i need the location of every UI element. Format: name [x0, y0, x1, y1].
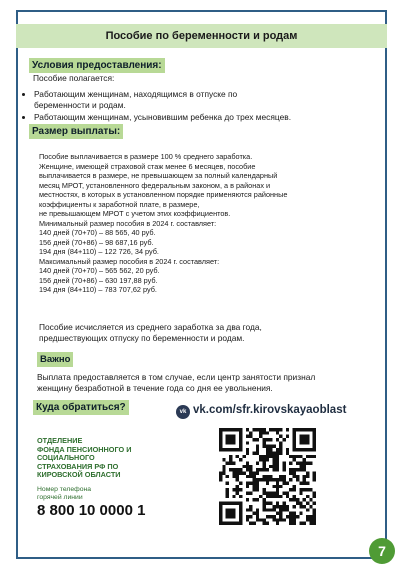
- org-line: ФОНДА ПЕНСИОННОГО И: [37, 444, 132, 454]
- conditions-list: [22, 89, 394, 125]
- phone-label-line: горячей линии: [37, 494, 83, 501]
- hotline-phone[interactable]: 8 800 10 0000 1: [37, 502, 146, 519]
- payment-line: коэффициенты к заработной плате, в размере,: [39, 199, 200, 209]
- important-line: женщину безработной в течение года со дня ее увольнения.: [37, 382, 273, 393]
- phone-label: [37, 486, 167, 502]
- list-item-line: беременности и родам.: [34, 99, 126, 110]
- payment-line: 156 дней (70+86) – 98 687,16 руб.: [39, 237, 154, 247]
- payment-line: Женщине, имеющей страховой стаж менее 6 месяцев, пособие: [39, 161, 256, 171]
- payment-line: 194 дня (84+110) – 783 707,62 руб.: [39, 285, 157, 294]
- page-title: Пособие по беременности и родам: [16, 24, 387, 48]
- list-item-line: Работающим женщинам, усыновившим ребенка до трех месяцев.: [34, 112, 292, 123]
- list-item: [34, 112, 394, 123]
- org-line: ОТДЕЛЕНИЕ: [37, 436, 83, 445]
- payment-line: местностях, в которых в установленном порядке применяются районные: [39, 190, 288, 199]
- payment-line: не превышающем МРОТ с учетом этих коэффициентов.: [39, 209, 231, 218]
- conditions-intro: Пособие полагается:: [33, 73, 115, 83]
- payment-footer-line: Пособие исчисляется из среднего заработка за два года,: [39, 322, 262, 332]
- org-line: СОЦИАЛЬНОГО: [37, 453, 95, 462]
- payment-heading: Размер выплаты:: [29, 124, 123, 139]
- list-item-line: Работающим женщинам, находящимся в отпуске по: [34, 89, 238, 99]
- org-name: [37, 437, 167, 480]
- phone-label-line: Номер телефона: [37, 486, 92, 493]
- important-heading: Важно: [37, 352, 73, 367]
- payment-line: 140 дней (70+70) – 565 562, 20 руб.: [39, 266, 160, 275]
- vk-icon: vk: [176, 405, 190, 419]
- payment-line: Минимальный размер пособия в 2024 г. составляет:: [39, 218, 217, 228]
- payment-line: Максимальный размер пособия в 2024 г. составляет:: [39, 256, 220, 266]
- payment-line: выплачивается в размере, не превышающем за полный календарный: [39, 171, 278, 180]
- vk-link[interactable]: vk.com/sfr.kirovskayaoblast: [193, 404, 347, 416]
- org-line: КИРОВСКОЙ ОБЛАСТИ: [37, 470, 121, 479]
- payment-line: 140 дней (70+70) – 88 565, 40 руб.: [39, 228, 156, 237]
- payment-line: 194 дня (84+110) – 122 726, 34 руб.: [39, 247, 159, 256]
- payment-line: 156 дней (70+86) – 630 197,88 руб.: [39, 275, 158, 285]
- conditions-heading: Условия предоставления:: [29, 58, 165, 73]
- payment-footer-line: предшествующих отпуску по беременности и родам.: [39, 332, 245, 343]
- page-number-badge: 7: [369, 538, 395, 564]
- important-line: Выплата предоставляется в том случае, если центр занятости признал: [37, 372, 316, 382]
- org-line: СТРАХОВАНИЯ РФ ПО: [37, 461, 119, 471]
- list-item: [34, 89, 394, 110]
- payment-footer: [39, 322, 262, 343]
- payment-line: месяц МРОТ, установленного федеральным законом, а в районах и: [39, 180, 271, 190]
- payment-text: [39, 152, 287, 295]
- payment-line: Пособие выплачивается в размере 100 % среднего заработка.: [39, 152, 253, 161]
- qr-code[interactable]: [219, 428, 316, 525]
- contact-heading: Куда обратиться?: [33, 400, 129, 415]
- important-text: [37, 372, 315, 393]
